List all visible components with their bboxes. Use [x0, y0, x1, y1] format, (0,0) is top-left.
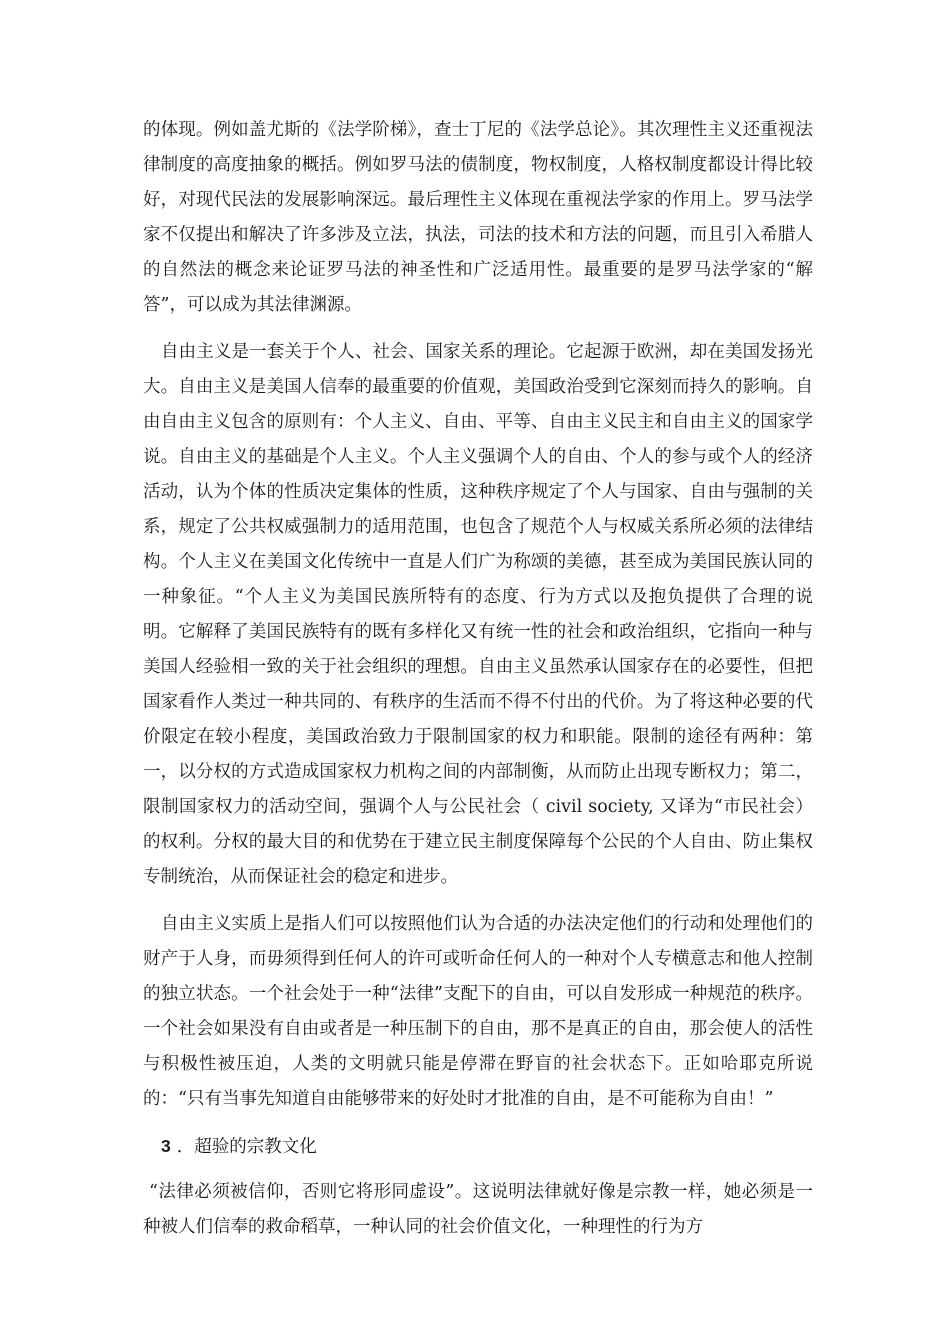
paragraph-liberalism-overview: 自由主义是一套关于个人、社会、国家关系的理论。它起源于欧洲，却在美国发扬光大。自由主义是美国人信奉的最重要的价值观，美国政治受到它深刻而持久的影响。自由自由主义包含的原则有：个人主义、自由、平等、自由主义民主和自由主义的国家学说。自由主义的基础是个人主义。个人主义强调个人的自由、个人的参与或个人的经济活动，认为个体的性质决定集体的性质，这种秩序规定了个人与国家、自由与强制的关系，规定了公共权威强制力的适用范围，也包含了规范个人与权威关系所必须的法律结构。个人主义在美国文化传统中一直是人们广为称颂的美德，甚至成为美国民族认同的一种象征。“个人主义为美国民族所特有的态度、行为方式以及抱负提供了合理的说明。它解释了美国民族特有的既有多样化又有统一性的社会和政治组织，它指向一种与美国人经验相一致的关于社会组织的理想。自由主义虽然承认国家存在的必要性，但把国家看作人类过一种共同的、有秩序的生活而不得不付出的代价。为了将这种必要的代价限定在较小程度，美国政治致力于限制国家的权力和职能。限制的途径有两种：第一，以分权的方式造成国家权力机构之间的内部制衡，从而防止出现专断权力；第二，限制国家权力的活动空间，强调个人与公民社会（ civil society, 又译为“市民社会）的权利。分权的最大目的和优势在于建立民主制度保障每个公民的个人自由、防止集权专制统治，从而保证社会的稳定和进步。	[143, 342, 813, 887]
paragraph-law-as-faith: “法律必须被信仰，否则它将形同虚设”。这说明法律就好像是宗教一样，她必须是一种被人们信奉的救命稻草，一种认同的社会价值文化，一种理性的行为方	[143, 1182, 813, 1237]
section-title: ．超验的宗教文化	[176, 1137, 317, 1157]
paragraph-liberalism-essence: 自由主义实质上是指人们可以按照他们认为合适的办法决定他们的行动和处理他们的财产于人身，而毋须得到任何人的许可或听命任何人的一种对个人专横意志和他人控制的独立状态。一个社会处于一种“法律”支配下的自由，可以自发形成一种规范的秩序。一个社会如果没有自由或者是一种压制下的自由，那不是真正的自由，那会使人的活性与积极性被压迫，人类的文明就只能是停滞在野盲的社会状态下。正如哈耶克所说的：“只有当事先知道自由能够带来的好处时才批准的自由，是不可能称为自由！”	[143, 914, 813, 1109]
section-heading	[143, 1129, 813, 1165]
document-page	[143, 113, 813, 1257]
section-number: 3	[161, 1136, 171, 1156]
paragraph-roman-law-rationalism: 的体现。例如盖尤斯的《法学阶梯》，查士丁尼的《法学总论》。其次理性主义还重视法律制度的高度抽象的概括。例如罗马法的债制度，物权制度，人格权制度都设计得比较好，对现代民法的发展影响深远。最后理性主义体现在重视法学家的作用上。罗马法学家不仅提出和解决了许多涉及立法，执法，司法的技术和方法的问题，而且引入希腊人的自然法的概念来论证罗马法的神圣性和广泛适用性。最重要的是罗马法学家的“解答”，可以成为其法律渊源。	[143, 120, 813, 315]
